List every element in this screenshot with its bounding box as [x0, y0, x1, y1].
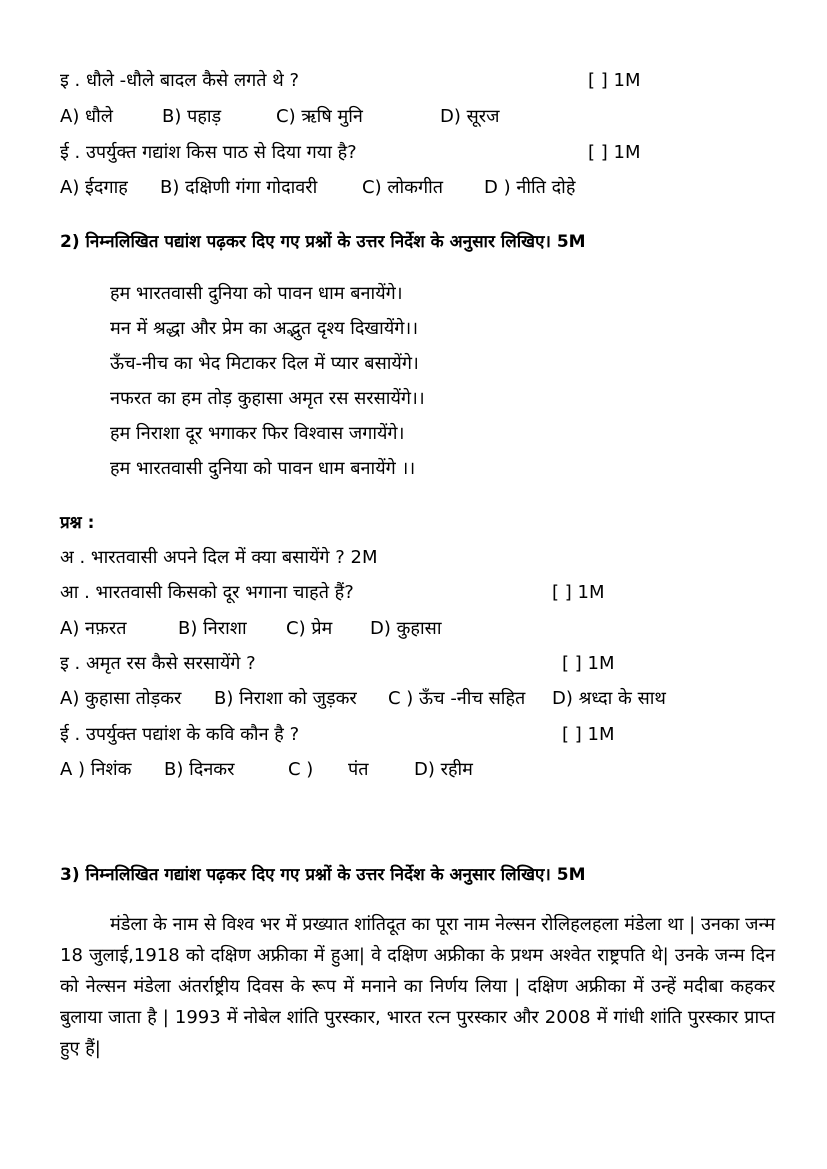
option-c: C) ऋषि मुनि — [276, 106, 363, 127]
option-c-answer: पंत — [348, 759, 369, 780]
option-d: D) कुहासा — [370, 618, 442, 639]
section-2-heading: 2) निम्नलिखित पद्यांश पढ़कर दिए गए प्रश्नों के उत्तर निर्देश के अनुसार लिखिए। 5M — [60, 232, 586, 252]
option-b: B) दक्षिणी गंगा गोदावरी — [160, 177, 318, 198]
question-i-text: इ . धौले -धौले बादल कैसे लगते थे ? — [60, 70, 300, 91]
passage-paragraph: मंडेला के नाम से विश्व भर में प्रख्यात शांतिदूत का पूरा नाम नेल्सन रोलिहलहला मंडेला था | उनका जन्म 18 जुलाई,1918 को दक्षिण अफ्रीका में हुआ| वे दक्षिण अफ्रीका के प्रथम अश्वेत राष्ट्रपति थे| उनके जन्म दिन को नेल्सन मंडेला अंतर्राष्ट्रीय दिवस के रूप में मनाने का निर्णय लिया | दक्षिण अफ्रीका में उन्हें मदीबा कहकर बुलाया जाता है | 1993 में नोबेल शांति पुरस्कार, भारत रत्न पुरस्कार और 2008 में गांधी शांति पुरस्कार प्राप्त हुए हैं| — [60, 914, 775, 1059]
option-a: A) धौले — [60, 106, 113, 127]
option-d: D ) नीति दोहे — [484, 177, 576, 198]
question-ii-marks: [ ] 1M — [562, 724, 615, 745]
question-ii-text: ई . उपर्युक्त गद्यांश किस पाठ से दिया गया है? — [60, 142, 357, 163]
option-b: B) निराशा को जुड़कर — [214, 688, 357, 709]
option-d: D) श्रध्दा के साथ — [552, 688, 666, 709]
question-aa-marks: [ ] 1M — [552, 582, 605, 603]
poem-line: नफरत का हम तोड़ कुहासा अमृत रस सरसायेंगे।। — [110, 388, 425, 409]
option-d: D) रहीम — [414, 759, 473, 780]
option-d: D) सूरज — [440, 106, 500, 127]
option-a: A ) निशंक — [60, 759, 132, 780]
option-c: C ) — [288, 759, 314, 780]
poem-line: हम भारतवासी दुनिया को पावन धाम बनायेंगे। — [110, 283, 403, 304]
option-c: C ) ऊँच -नीच सहित — [388, 688, 526, 709]
option-b: B) दिनकर — [164, 759, 235, 780]
option-a: A) नफ़रत — [60, 618, 127, 639]
poem-line: हम भारतवासी दुनिया को पावन धाम बनायेंगे ।। — [110, 458, 416, 479]
option-c: C) प्रेम — [286, 618, 333, 639]
question-ii-text: ई . उपर्युक्त पद्यांश के कवि कौन है ? — [60, 724, 300, 745]
questions-label: प्रश्न : — [60, 513, 95, 533]
option-b: B) निराशा — [178, 618, 247, 639]
option-a: A) ईदगाह — [60, 177, 128, 198]
poem-line: ऊँच-नीच का भेद मिटाकर दिल में प्यार बसायेंगे। — [110, 353, 419, 374]
question-aa-text: आ . भारतवासी किसको दूर भगाना चाहते हैं? — [60, 582, 354, 603]
option-a: A) कुहासा तोड़कर — [60, 688, 182, 709]
question-i-marks: [ ] 1M — [588, 70, 641, 91]
question-ii-marks: [ ] 1M — [588, 142, 641, 163]
question-a-text: अ . भारतवासी अपने दिल में क्या बसायेंगे ? 2M — [60, 547, 378, 568]
poem-line: मन में श्रद्धा और प्रेम का अद्भुत दृश्य दिखायेंगे।। — [110, 318, 419, 339]
poem-line: हम निराशा दूर भगाकर फिर विश्वास जगायेंगे। — [110, 423, 405, 444]
section-3-heading: 3) निम्नलिखित गद्यांश पढ़कर दिए गए प्रश्नों के उत्तर निर्देश के अनुसार लिखिए। 5M — [60, 865, 586, 885]
question-i-marks: [ ] 1M — [562, 653, 615, 674]
option-c: C) लोकगीत — [362, 177, 444, 198]
option-b: B) पहाड़ — [162, 106, 222, 127]
question-i-text: इ . अमृत रस कैसे सरसायेंगे ? — [60, 653, 256, 674]
